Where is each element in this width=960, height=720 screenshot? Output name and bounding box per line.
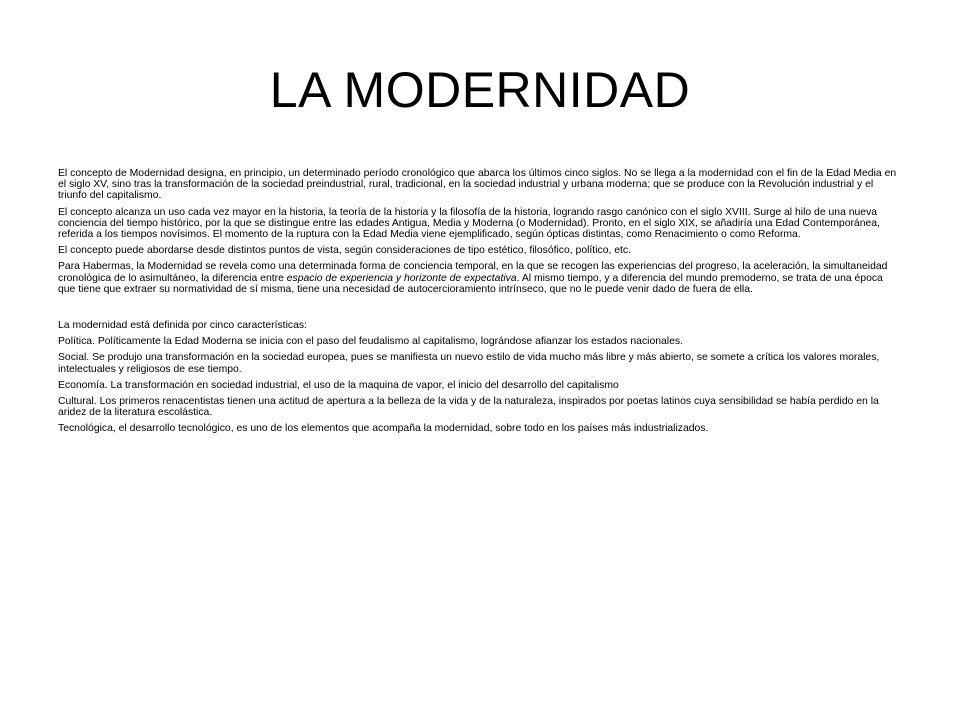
paragraph-history: El concepto alcanza un uso cada vez mayor en la historia, la teoría de la historia y la filosofía de la historia, logrando rasgo canónico con el siglo XVIII. Surge al hilo de una nueva conciencia del tiempo histórico, por la que se distingue entre las edades Antigua, Media y Moderna (o Modernidad). Pronto, en el siglo XIX, se añadiría una Edad Contemporánea, referida a los tiempos novísimos. El momento de la ruptura con la Edad Media viene ejemplificado, según ópticas distintas, como Renacimiento o como Reforma.: [58, 206, 880, 241]
paragraph-definition: El concepto de Modernidad designa, en principio, un determinado período cronológico que abarca los últimos cinco siglos. No se llega a la modernidad con el fin de la Edad Media en el siglo XV, sino tras la transformación de la sociedad preindustrial, rural, tradicional, en la sociedad industrial y urbana moderna; que se produce con la Revolución industrial y el triunfo del capitalismo.: [58, 168, 897, 202]
characteristic-tecnologica: Tecnológica, el desarrollo tecnológico, es uno de los elementos que acompaña la modernidad, sobre todo en los países más industrializados.: [58, 423, 709, 435]
characteristic-social: Social. Se produjo una transformación en la sociedad europea, pues se manifiesta un nuevo estilo de vida mucho más libre y más abierto, se somete a crítica los valores morales, intelectuales y religiosos de ese tiempo.: [58, 352, 880, 375]
habermas-text-start: Para Habermas, la Modernidad se revela como una determinada forma de conciencia temporal, en la que se recogen las experiencias del progreso, la aceleración, la simultaneidad cronológica de lo asimultáneo, la diferencia entre: [58, 261, 888, 284]
spacer: [58, 300, 898, 320]
slide-body: [58, 168, 898, 440]
slide-title: LA MODERNIDAD: [269, 62, 691, 118]
characteristic-cultural: Cultural. Los primeros renacentistas tienen una actitud de apertura a la belleza de la vida y de la naturaleza, inspirados por poetas latinos cuya sensibilidad se había perdido en la aridez de la literatura escolástica.: [58, 396, 879, 419]
characteristic-economia: Economía. La transformación en sociedad industrial, el uso de la maquina de vapor, el inicio del desarrollo del capitalismo: [58, 379, 619, 391]
characteristics-intro: La modernidad está definida por cinco características:: [58, 320, 307, 332]
paragraph-habermas: [58, 261, 898, 295]
habermas-emphasis: espacio de experiencia y horizonte de expectativa: [286, 272, 517, 284]
habermas-text-end: . Al mismo tiempo, y a diferencia del mundo premoderno, se trata de una época que tiene que extraer su normatividad de sí misma, tiene una necesidad de autocercioramiento intrínseco, que no le puede venir dado de fuera de ella.: [58, 272, 883, 295]
characteristic-politica: Política. Políticamente la Edad Moderna se inicia con el paso del feudalismo al capitalismo, lográndose afianzar los estados nacionales.: [58, 336, 683, 348]
paragraph-perspectives: El concepto puede abordarse desde distintos puntos de vista, según consideraciones de tipo estético, filosófico, político, etc.: [58, 245, 631, 257]
